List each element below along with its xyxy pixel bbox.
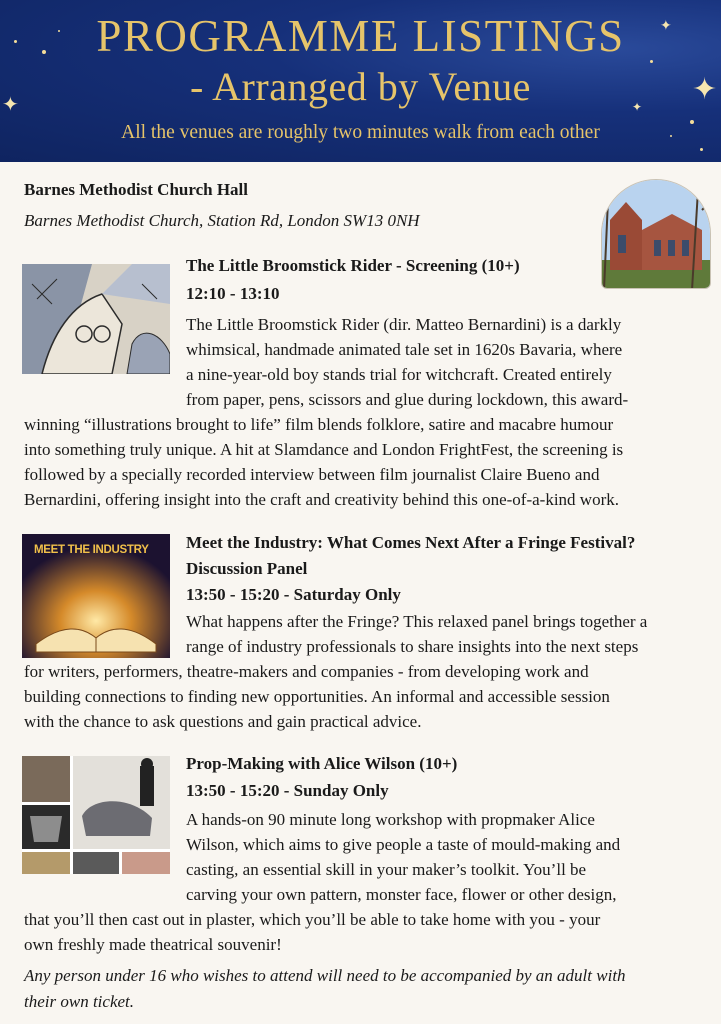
event-title-line2: Discussion Panel <box>186 559 308 578</box>
event-title: Prop-Making with Alice Wilson (10+) <box>186 754 458 773</box>
event-description-line: building connections to finding new opportunities. An informal and accessible session <box>24 687 610 706</box>
event-time: 13:50 - 15:20 - Saturday Only <box>186 585 401 604</box>
image-caption: MEET THE INDUSTRY <box>34 544 149 556</box>
event-description-line: range of industry professionals to share insights into the next steps <box>186 637 639 656</box>
event-description-line: casting, an essential skill in your maker’s toolkit. You’ll be <box>186 860 587 879</box>
header-subtitle: All the venues are roughly two minutes walk from each other <box>121 122 600 143</box>
event-time: 12:10 - 13:10 <box>186 284 280 303</box>
event-description-line: followed by a specially recorded interview between film journalist Claire Bueno and <box>24 465 600 484</box>
header-banner <box>0 0 721 162</box>
venue-address: Barnes Methodist Church, Station Rd, London SW13 0NH <box>24 211 420 230</box>
sparkle-icon: ✦ <box>692 72 718 107</box>
event-description-line: A hands-on 90 minute long workshop with propmaker Alice <box>186 810 595 829</box>
event-description-line: own freshly made theatrical souvenir! <box>24 935 282 954</box>
event-description-line: from paper, pens, scissors and glue during lockdown, this award- <box>186 390 629 409</box>
event-description-line: a nine-year-old boy stands trial for witchcraft. Created entirely <box>186 365 612 384</box>
page-title-subline: - Arranged by Venue <box>190 64 531 109</box>
event-description-line: carving your own pattern, monster face, flower or other design, <box>186 885 617 904</box>
event-description-line: Bernardini, offering insight into the craft and creativity behind this one-of-a-kind work. <box>24 490 619 509</box>
church-photo <box>601 179 711 289</box>
event-description-line: whimsical, handmade animated tale set in 1620s Bavaria, where <box>186 340 623 359</box>
page-title: PROGRAMME LISTINGS <box>96 11 625 61</box>
age-note-line: their own ticket. <box>24 992 135 1011</box>
sparkle-icon: ✦ <box>2 92 19 116</box>
sparkle-icon: ✦ <box>632 100 643 114</box>
broomstick-rider-image <box>22 264 170 374</box>
event-title: The Little Broomstick Rider - Screening (10+) <box>186 256 520 275</box>
sparkle-icon: ✦ <box>660 18 672 34</box>
event-description-line: The Little Broomstick Rider (dir. Matteo Bernardini) is a darkly <box>186 315 622 334</box>
event-title: Meet the Industry: What Comes Next After a Fringe Festival? <box>186 533 636 552</box>
event-description-line: that you’ll then cast out in plaster, which you’ll be able to take home with you - your <box>24 910 601 929</box>
event-time: 13:50 - 15:20 - Sunday Only <box>186 781 389 800</box>
event-description-line: into something truly unique. A hit at Slamdance and London FrightFest, the screening is <box>24 440 624 459</box>
venue-name: Barnes Methodist Church Hall <box>24 180 249 199</box>
meet-the-industry-image <box>22 534 170 658</box>
event-description-line: What happens after the Fringe? This relaxed panel brings together a <box>186 612 648 631</box>
event-description-line: for writers, performers, theatre-makers and companies - from developing work and <box>24 662 589 681</box>
age-note-line: Any person under 16 who wishes to attend will need to be accompanied by an adult with <box>24 966 626 985</box>
event-description-line: winning “illustrations brought to life” film blends folklore, satire and macabre humour <box>24 415 614 434</box>
prop-making-collage-image <box>22 756 170 874</box>
event-description-line: with the chance to ask questions and gain practical advice. <box>24 712 422 731</box>
event-description-line: Wilson, which aims to give people a taste of mould-making and <box>186 835 621 854</box>
star-dot <box>700 148 703 151</box>
